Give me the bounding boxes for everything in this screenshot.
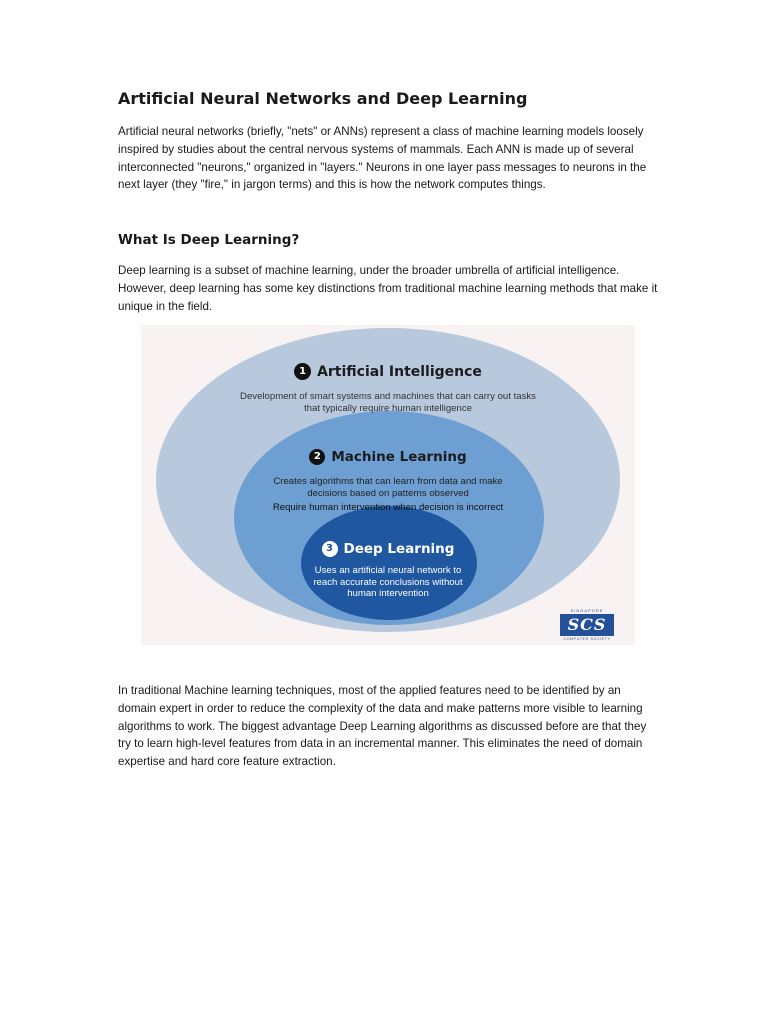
closing-paragraph: In traditional Machine learning techniques, most of the applied features need to be identified by an domain expert in order to reduce the complexity of the data and make patterns more visible to learning algorithms to work. The biggest advantage Deep Learning algorithms as discussed before are that they try to learn high-level features from data in an incremental manner. This eliminates the need of domain expertise and hard core feature extraction. — [118, 684, 647, 769]
number-three-icon: 3 — [322, 541, 338, 557]
dl-title-text: Deep Learning — [343, 541, 455, 557]
dl-ellipse — [301, 506, 477, 620]
ai-title-text: Artificial Intelligence — [317, 363, 482, 380]
section-heading: What Is Deep Learning? — [118, 232, 300, 248]
number-one-icon: 1 — [294, 363, 311, 380]
ml-note: Require human intervention when decision is incorrect — [272, 502, 504, 513]
ml-title — [141, 449, 635, 465]
ml-description: Creates algorithms that can learn from data and make decisions based on patterns observed — [273, 476, 503, 499]
ml-title-text: Machine Learning — [331, 449, 467, 465]
scs-logo — [558, 608, 616, 642]
dl-description: Uses an artificial neural network to reach accurate conclusions without human intervention — [313, 565, 463, 599]
logo-mark: SCS — [560, 614, 614, 636]
intro-paragraph: Artificial neural networks (briefly, "nets" or ANNs) represent a class of machine learning models loosely inspired by studies about the central nervous systems of mammals. Each ANN is made up of several interconnected "neurons," organized in "layers." Neurons in one layer pass messages to neurons in the next layer (they "fire," in jargon terms) and this is how the network computes things. — [118, 125, 647, 192]
dl-title — [141, 541, 635, 557]
ai-description: Development of smart systems and machines that can carry out tasks that typically require human intelligence — [240, 391, 536, 414]
number-two-icon: 2 — [309, 449, 325, 465]
ai-title — [141, 363, 635, 380]
page-title: Artificial Neural Networks and Deep Learning — [118, 89, 528, 108]
logo-bottom-text: COMPUTER SOCIETY — [563, 637, 611, 641]
logo-top-text: SINGAPORE — [570, 608, 604, 613]
section-paragraph: Deep learning is a subset of machine learning, under the broader umbrella of artificial intelligence. However, deep learning has some key distinctions from traditional machine learning methods that make it unique in the field. — [118, 264, 658, 313]
ai-ml-dl-diagram — [141, 325, 635, 645]
